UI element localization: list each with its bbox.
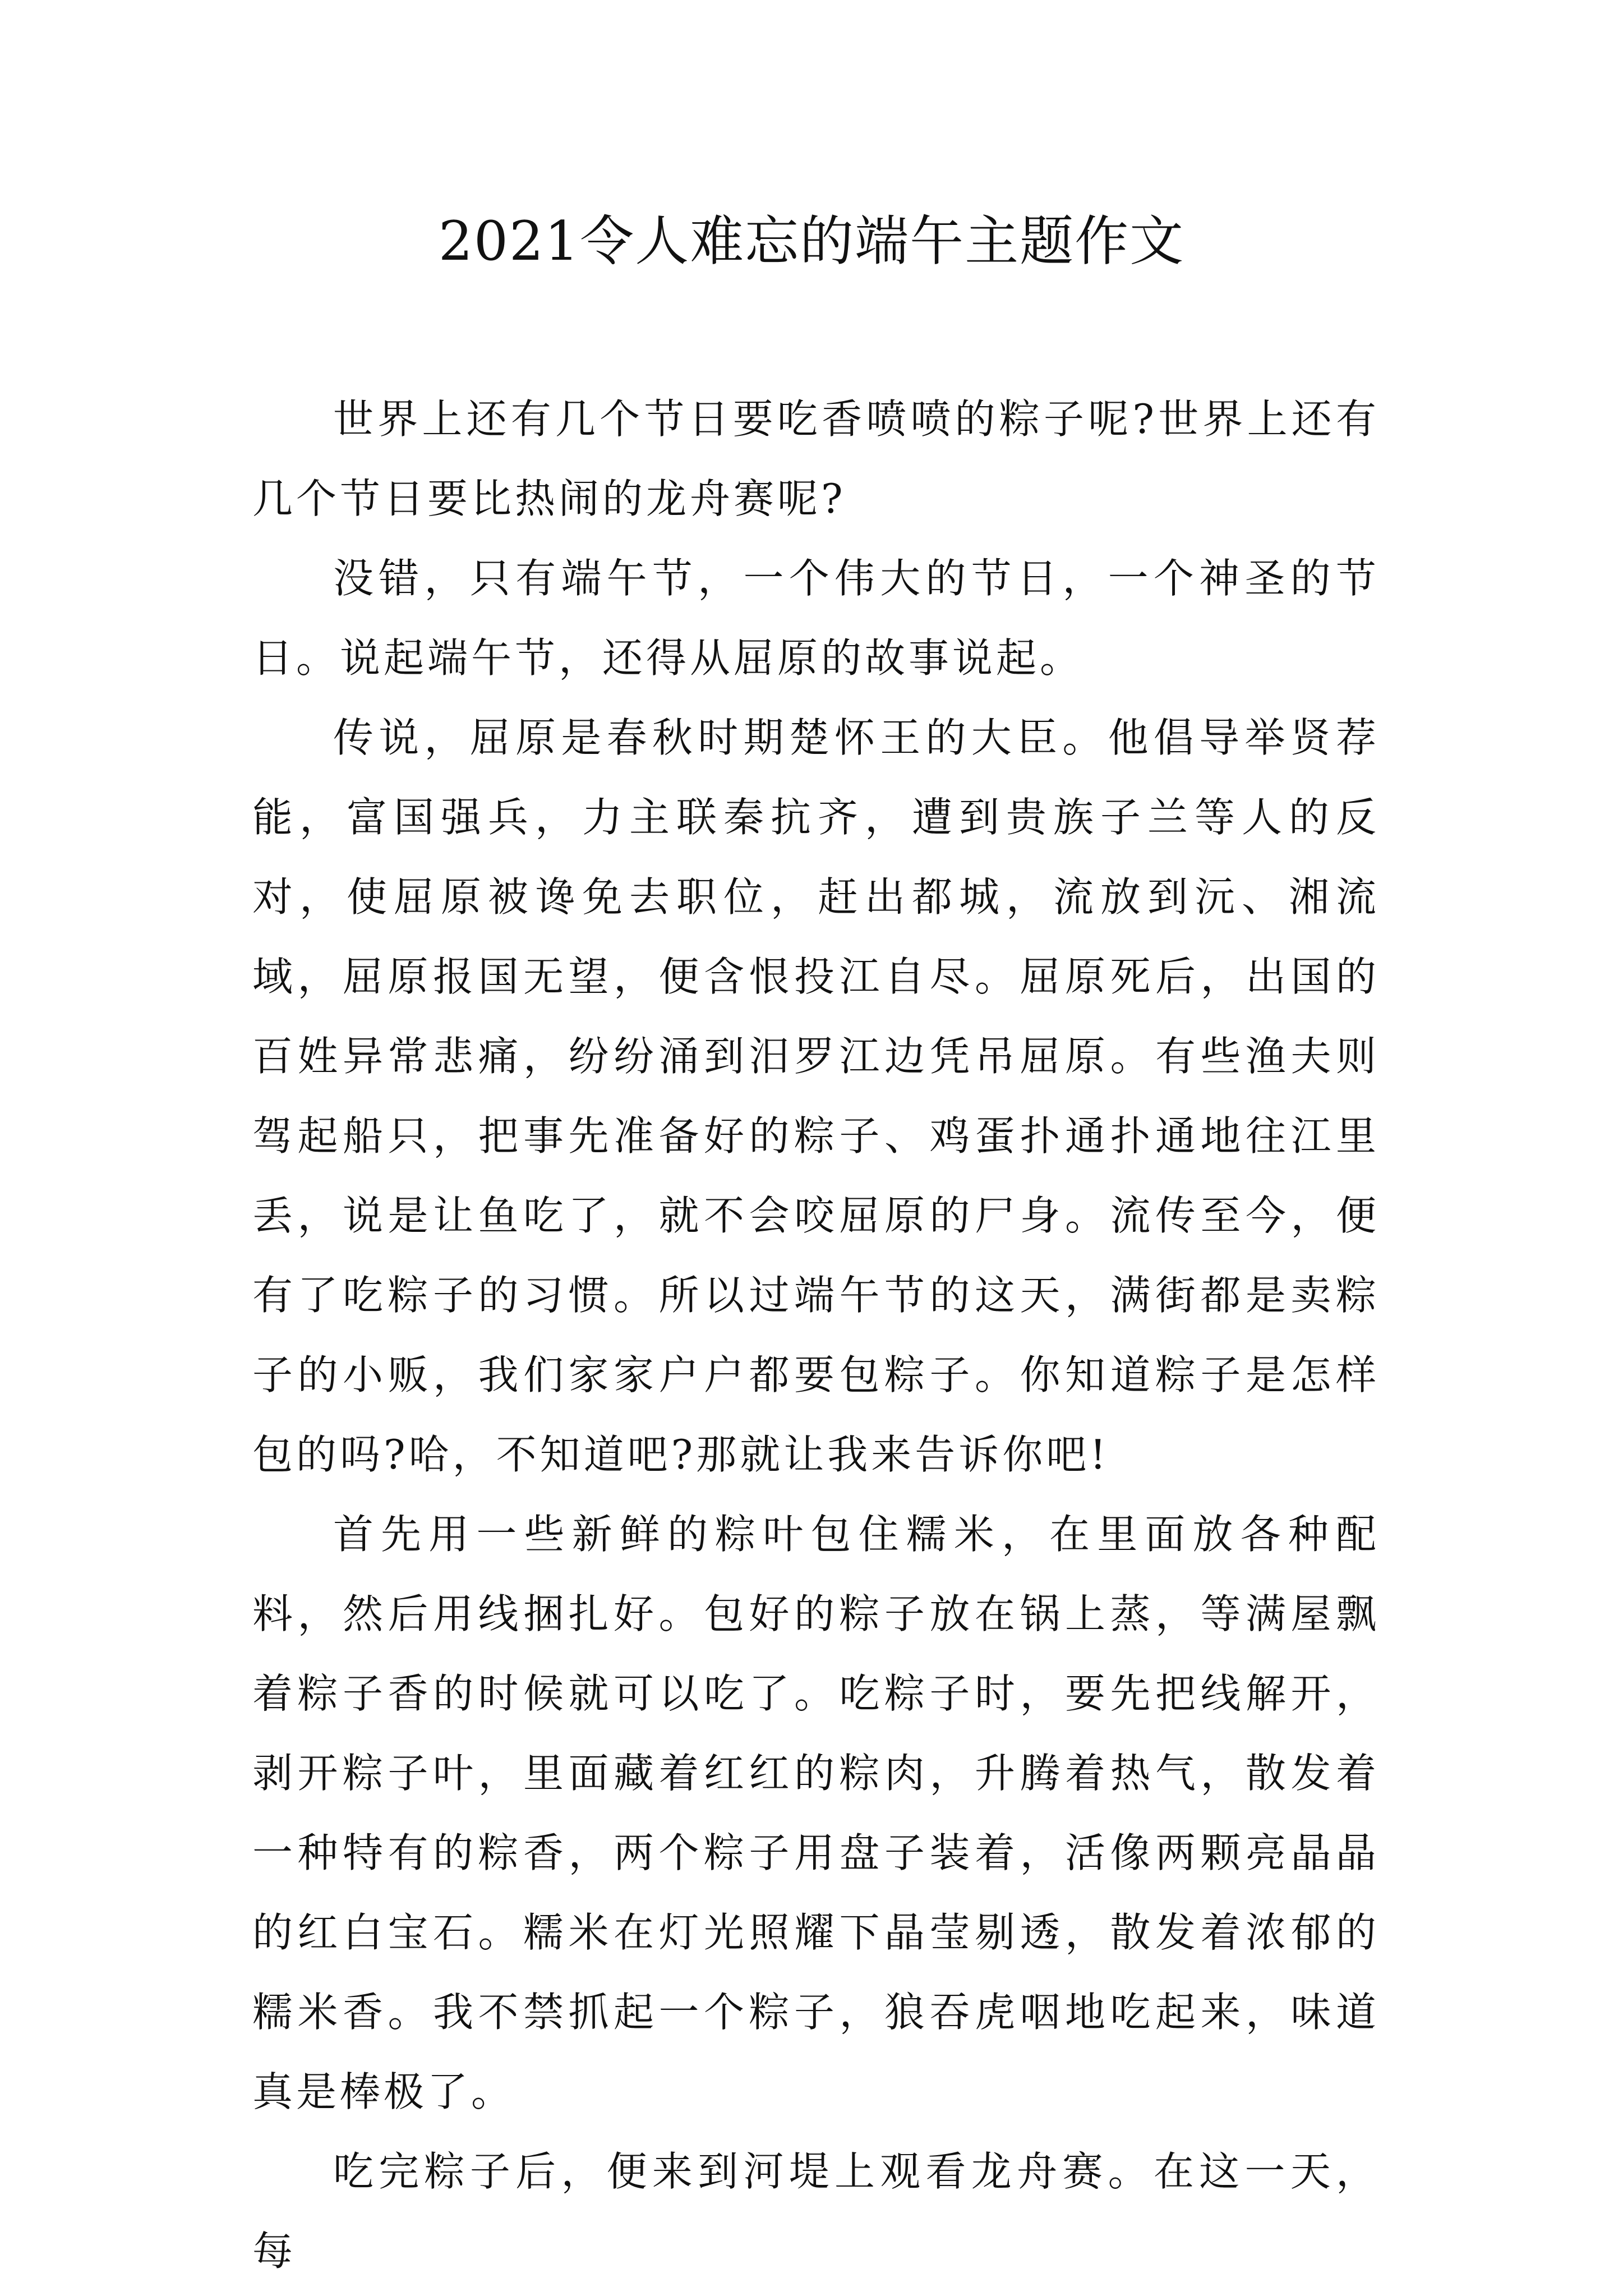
paragraph-2: 没错，只有端午节，一个伟大的节日，一个神圣的节日。说起端午节，还得从屈原的故事说起。	[252, 555, 1380, 682]
paragraph-5: 吃完粽子后，便来到河堤上观看龙舟赛。在这一天，每	[252, 2148, 1380, 2275]
document-title: 2021令人难忘的端午主题作文	[438, 210, 1185, 273]
document-body	[252, 379, 1380, 2291]
paragraph-4: 首先用一些新鲜的粽叶包住糯米，在里面放各种配料，然后用线捆扎好。包好的粽子放在锅上蒸，等满屋飘着粽子香的时候就可以吃了。吃粽子时，要先把线解开，剥开粽子叶，里面藏着红红的粽肉，升腾着热气，散发着一种特有的粽香，两个粽子用盘子装着，活像两颗亮晶晶的红白宝石。糯米在灯光照耀下晶莹剔透，散发着浓郁的糯米香。我不禁抓起一个粽子，狼吞虎咽地吃起来，味道真是棒极了。	[252, 1511, 1380, 2115]
paragraph-3: 传说，屈原是春秋时期楚怀王的大臣。他倡导举贤荐能，富国强兵，力主联秦抗齐，遭到贵族子兰等人的反对，使屈原被谗免去职位，赶出都城，流放到沅、湘流域，屈原报国无望，便含恨投江自尽。屈原死后，出国的百姓异常悲痛，纷纷涌到汨罗江边凭吊屈原。有些渔夫则驾起船只，把事先准备好的粽子、鸡蛋扑通扑通地往江里丢，说是让鱼吃了，就不会咬屈原的尸身。流传至今，便有了吃粽子的习惯。所以过端午节的这天，满街都是卖粽子的小贩，我们家家户户都要包粽子。你知道粽子是怎样包的吗?哈，不知道吧?那就让我来告诉你吧!	[252, 714, 1380, 1478]
paragraph-1: 世界上还有几个节日要吃香喷喷的粽子呢?世界上还有几个节日要比热闹的龙舟赛呢?	[252, 395, 1380, 522]
